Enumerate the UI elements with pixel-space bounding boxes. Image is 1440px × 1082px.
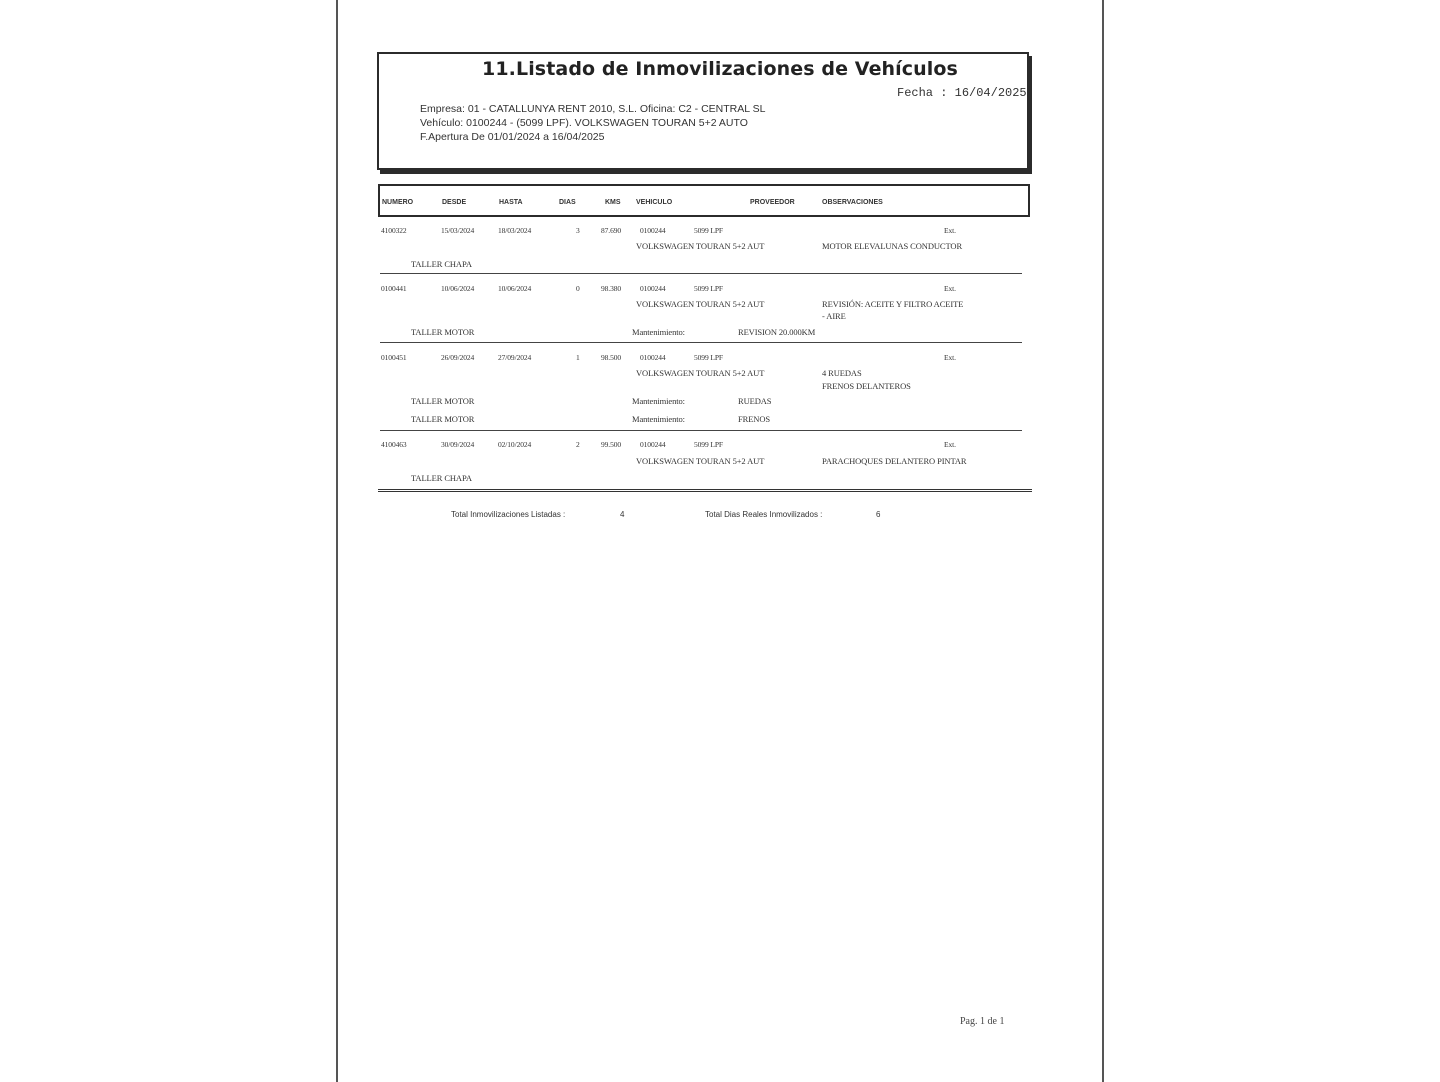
record-plate: 5099 LPF <box>694 353 723 362</box>
report-date <box>897 86 1027 100</box>
col-header-kms: KMS <box>605 199 621 206</box>
record-hasta: 18/03/2024 <box>498 226 532 235</box>
record-kms: 87.690 <box>601 226 622 235</box>
record-kms: 99.500 <box>601 440 622 449</box>
record-observation-2: - AIRE <box>822 311 846 321</box>
record-type: Ext. <box>944 226 956 235</box>
col-header-desde: DESDE <box>442 199 467 206</box>
record-observation: MOTOR ELEVALUNAS CONDUCTOR <box>822 241 963 251</box>
record-desde: 30/09/2024 <box>441 440 475 449</box>
col-header-proveedor: PROVEEDOR <box>750 199 795 206</box>
report-date-value: 16/04/2025 <box>954 86 1027 100</box>
record-hasta: 27/09/2024 <box>498 353 532 362</box>
record-plate: 5099 LPF <box>694 440 723 449</box>
record-workshop: TALLER CHAPA <box>411 473 472 483</box>
record-observation: REVISIÓN: ACEITE Y FILTRO ACEITE <box>822 299 964 309</box>
table-end-rule <box>378 489 1032 494</box>
record-line-value: FRENOS <box>738 414 770 424</box>
record-line-value: REVISION 20.000KM <box>738 327 816 337</box>
record-desde: 10/06/2024 <box>441 284 475 293</box>
record-line-label: Mantenimiento: <box>632 396 685 406</box>
record-dias: 0 <box>576 284 580 293</box>
record-hasta: 02/10/2024 <box>498 440 532 449</box>
record-model: VOLKSWAGEN TOURAN 5+2 AUT <box>636 299 765 309</box>
total-days-value: 6 <box>876 510 881 519</box>
col-header-vehiculo: VEHICULO <box>636 199 673 206</box>
empresa-line: Empresa: 01 - CATALLUNYA RENT 2010, S.L. Oficina: C2 - CENTRAL SL <box>420 103 766 115</box>
record-dias: 3 <box>576 226 580 235</box>
record-kms: 98.380 <box>601 284 622 293</box>
record-line-label: Mantenimiento: <box>632 414 685 424</box>
record-hasta: 10/06/2024 <box>498 284 532 293</box>
record-vehicle-code: 0100244 <box>640 353 666 362</box>
record-numero: 4100463 <box>381 440 407 449</box>
record-observation-2: FRENOS DELANTEROS <box>822 381 911 391</box>
record-vehicle-code: 0100244 <box>640 226 666 235</box>
col-header-numero: NUMERO <box>382 199 414 206</box>
record-desde: 15/03/2024 <box>441 226 475 235</box>
vehiculo-line: Vehículo: 0100244 - (5099 LPF). VOLKSWAGEN TOURAN 5+2 AUTO <box>420 117 748 129</box>
total-listed-value: 4 <box>620 510 625 519</box>
record-type: Ext. <box>944 353 956 362</box>
record-observation: 4 RUEDAS <box>822 368 862 378</box>
record-model: VOLKSWAGEN TOURAN 5+2 AUT <box>636 456 765 466</box>
record-type: Ext. <box>944 284 956 293</box>
record-workshop: TALLER MOTOR <box>411 396 475 406</box>
total-listed-label: Total Inmovilizaciones Listadas : <box>451 510 566 519</box>
record-separator <box>380 342 1022 343</box>
record-model: VOLKSWAGEN TOURAN 5+2 AUT <box>636 368 765 378</box>
col-header-dias: DIAS <box>559 199 576 206</box>
column-header-box <box>378 184 1030 217</box>
record-dias: 1 <box>576 353 580 362</box>
col-header-hasta: HASTA <box>499 199 523 206</box>
col-header-observaciones: OBSERVACIONES <box>822 199 883 206</box>
record-kms: 98.500 <box>601 353 622 362</box>
record-line-label: Mantenimiento: <box>632 327 685 337</box>
record-separator <box>380 430 1022 431</box>
report-title: 11.Listado de Inmovilizaciones de Vehículos <box>482 58 958 80</box>
record-type: Ext. <box>944 440 956 449</box>
record-vehicle-code: 0100244 <box>640 440 666 449</box>
record-plate: 5099 LPF <box>694 226 723 235</box>
record-model: VOLKSWAGEN TOURAN 5+2 AUT <box>636 241 765 251</box>
record-dias: 2 <box>576 440 580 449</box>
report-date-label: Fecha : <box>897 86 948 100</box>
record-numero: 0100451 <box>381 353 407 362</box>
record-line-value: RUEDAS <box>738 396 772 406</box>
record-observation: PARACHOQUES DELANTERO PINTAR <box>822 456 967 466</box>
record-desde: 26/09/2024 <box>441 353 475 362</box>
record-separator <box>380 273 1022 274</box>
record-vehicle-code: 0100244 <box>640 284 666 293</box>
record-numero: 4100322 <box>381 226 407 235</box>
total-days-label: Total Dias Reales Inmovilizados : <box>705 510 823 519</box>
record-workshop: TALLER MOTOR <box>411 414 475 424</box>
page-number: Pag. 1 de 1 <box>960 1016 1005 1027</box>
apertura-line: F.Apertura De 01/01/2024 a 16/04/2025 <box>420 131 605 143</box>
record-workshop: TALLER CHAPA <box>411 259 472 269</box>
record-workshop: TALLER MOTOR <box>411 327 475 337</box>
record-numero: 0100441 <box>381 284 407 293</box>
record-plate: 5099 LPF <box>694 284 723 293</box>
